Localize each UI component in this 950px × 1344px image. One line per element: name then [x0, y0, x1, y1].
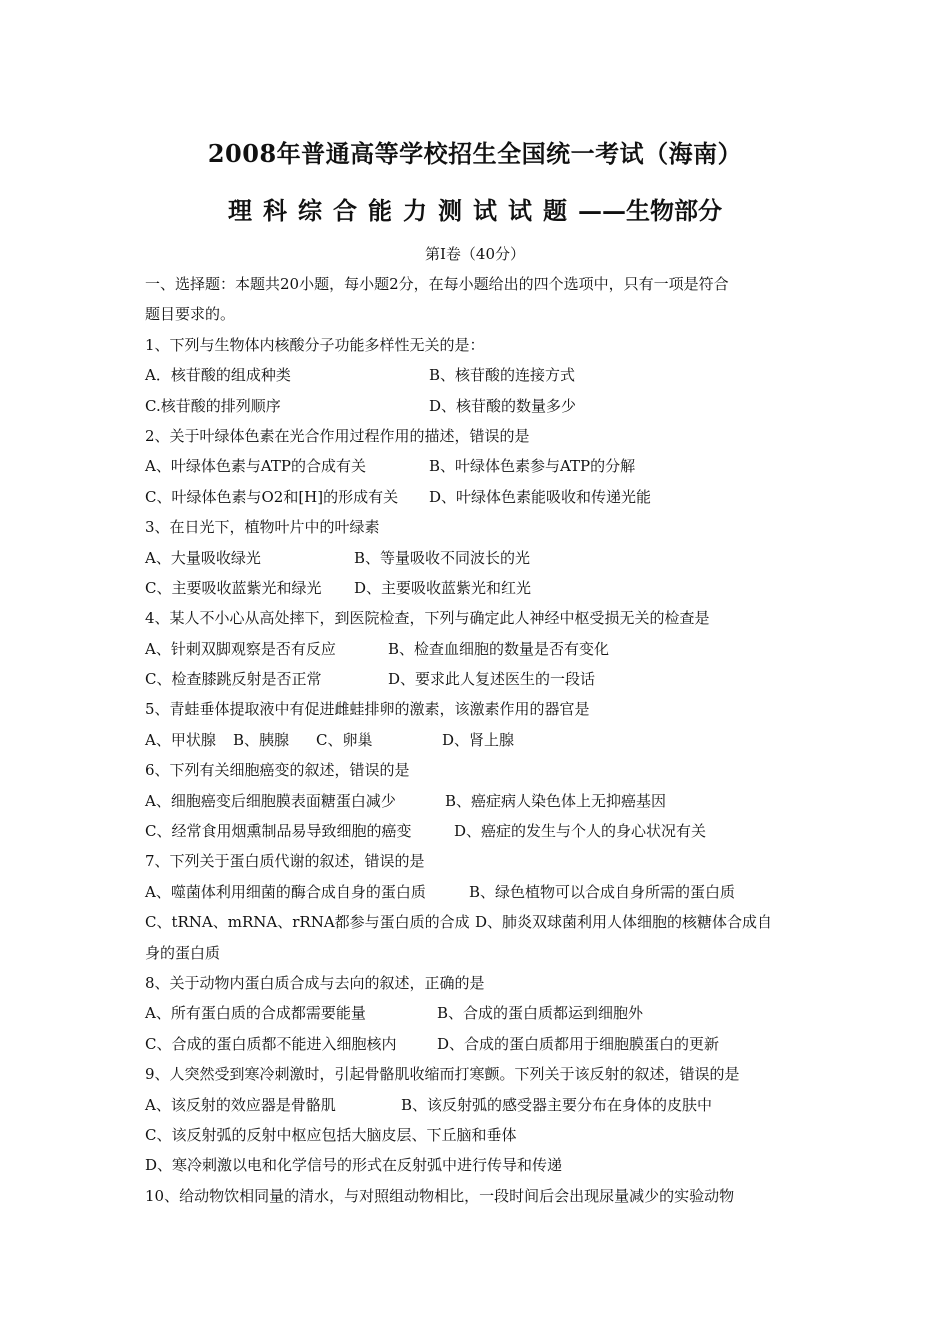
q1-option-b: B、核苷酸的连接方式: [429, 366, 576, 385]
q2-options-cd: [145, 482, 810, 512]
q2-stem: 2、关于叶绿体色素在光合作用过程作用的描述，错误的是: [145, 426, 530, 445]
q2-option-a: A、叶绿体色素与ATP的合成有关: [145, 457, 366, 476]
q3-option-a: A、大量吸收绿光: [145, 548, 261, 567]
q7-option-d: D、肺炎双球菌利用人体细胞的核糖体合成自: [475, 913, 773, 932]
q7-options-ab: [145, 877, 810, 907]
exam-subtitle: [0, 191, 950, 226]
q3-options-ab: [145, 543, 810, 573]
q2-option-b: B、叶绿体色素参与ATP的分解: [429, 457, 636, 476]
q7-option-c: C、tRNA、mRNA、rRNA都参与蛋白质的合成: [145, 913, 470, 932]
q5-options: [145, 725, 810, 755]
q2-option-c: C、叶绿体色素与O2和[H]的形成有关: [145, 487, 399, 506]
subtitle-tail: ——生物部分: [578, 196, 722, 225]
q1-option-d: D、核苷酸的数量多少: [429, 396, 577, 415]
q6-option-a: A、细胞癌变后细胞膜表面糖蛋白减少: [145, 791, 396, 810]
q1-option-a: A．核苷酸的组成种类: [145, 366, 291, 385]
q3-stem: 3、在日光下，植物叶片中的叶绿素: [145, 518, 380, 537]
q4-options-cd: [145, 664, 810, 694]
intro-line-1: 一、选择题：本题共20小题，每小题2分，在每小题给出的四个选项中，只有一项是符合: [145, 275, 729, 293]
q3-option-b: B、等量吸收不同波长的光: [354, 548, 531, 567]
q5-stem: 5、青蛙垂体提取液中有促进雌蛙排卵的激素，该激素作用的器官是: [145, 700, 590, 719]
q4-option-c: C、检查膝跳反射是否正常: [145, 670, 322, 689]
q4-option-b: B、检查血细胞的数量是否有变化: [388, 639, 610, 658]
q10-stem: 10、给动物饮相同量的清水，与对照组动物相比，一段时间后会出现尿量减少的实验动物: [145, 1186, 735, 1205]
q7-option-b: B、绿色植物可以合成自身所需的蛋白质: [469, 882, 736, 901]
q1-option-c: C.核苷酸的排列顺序: [145, 396, 281, 415]
q8-options-cd: [145, 1029, 810, 1059]
q8-option-c: C、合成的蛋白质都不能进入细胞核内: [145, 1034, 397, 1053]
q9-option-b: B、该反射弧的感受器主要分布在身体的皮肤中: [401, 1095, 713, 1114]
q8-options-ab: [145, 998, 810, 1028]
question-body: [145, 269, 810, 1211]
q8-option-a: A、所有蛋白质的合成都需要能量: [145, 1004, 366, 1023]
q8-stem: 8、关于动物内蛋白质合成与去向的叙述，正确的是: [145, 973, 485, 992]
q4-option-d: D、要求此人复述医生的一段话: [388, 670, 596, 689]
q6-options-cd: [145, 816, 810, 846]
q5-option-b: B、胰腺: [233, 730, 290, 749]
q5-option-c: C、卵巢: [316, 730, 373, 749]
q6-option-c: C、经常食用烟熏制品易导致细胞的癌变: [145, 822, 412, 841]
q2-option-d: D、叶绿体色素能吸收和传递光能: [429, 487, 652, 506]
q1-options-cd: [145, 391, 810, 421]
q4-options-ab: [145, 634, 810, 664]
q7-stem: 7、下列关于蛋白质代谢的叙述，错误的是: [145, 852, 425, 871]
q1-stem: 1、下列与生物体内核酸分子功能多样性无关的是：: [145, 335, 485, 354]
q9-option-a: A、该反射的效应器是骨骼肌: [145, 1095, 336, 1114]
q9-option-d: D、寒冷刺激以电和化学信号的形式在反射弧中进行传导和传递: [145, 1156, 563, 1175]
q7-option-d-continued: 身的蛋白质: [145, 943, 221, 962]
q9-stem: 9、人突然受到寒冷刺激时，引起骨骼肌收缩而打寒颤。下列关于该反射的叙述，错误的是: [145, 1065, 740, 1084]
q7-option-a: A、噬菌体利用细菌的酶合成自身的蛋白质: [145, 882, 426, 901]
q5-option-d: D、肾上腺: [442, 730, 515, 749]
intro-line-2: 题目要求的。: [145, 305, 236, 324]
q2-options-ab: [145, 451, 810, 481]
q9-option-c: C、该反射弧的反射中枢应包括大脑皮层、下丘脑和垂体: [145, 1125, 517, 1144]
q8-option-d: D、合成的蛋白质都用于细胞膜蛋白的更新: [437, 1034, 720, 1053]
q6-option-b: B、癌症病人染色体上无抑癌基因: [445, 791, 667, 810]
exam-title: 2008年普通高等学校招生全国统一考试（海南）: [207, 139, 743, 168]
q7-options-cd: [145, 907, 810, 937]
q4-option-a: A、针刺双脚观察是否有反应: [145, 639, 336, 658]
q3-option-d: D、主要吸收蓝紫光和红光: [354, 578, 532, 597]
subtitle-main: 理科综合能力测试试题: [228, 196, 578, 225]
q3-options-cd: [145, 573, 810, 603]
q3-option-c: C、主要吸收蓝紫光和绿光: [145, 578, 322, 597]
q5-option-a: A、甲状腺: [145, 730, 216, 749]
q8-option-b: B、合成的蛋白质都运到细胞外: [437, 1004, 644, 1023]
q9-options-ab: [145, 1090, 810, 1120]
q4-stem: 4、某人不小心从高处摔下，到医院检查，下列与确定此人神经中枢受损无关的检查是: [145, 609, 710, 628]
q6-options-ab: [145, 786, 810, 816]
q1-options-ab: [145, 360, 810, 390]
section-heading: 第Ⅰ卷（40分）: [424, 245, 525, 263]
q6-stem: 6、下列有关细胞癌变的叙述，错误的是: [145, 761, 410, 780]
q6-option-d: D、癌症的发生与个人的身心状况有关: [454, 822, 707, 841]
